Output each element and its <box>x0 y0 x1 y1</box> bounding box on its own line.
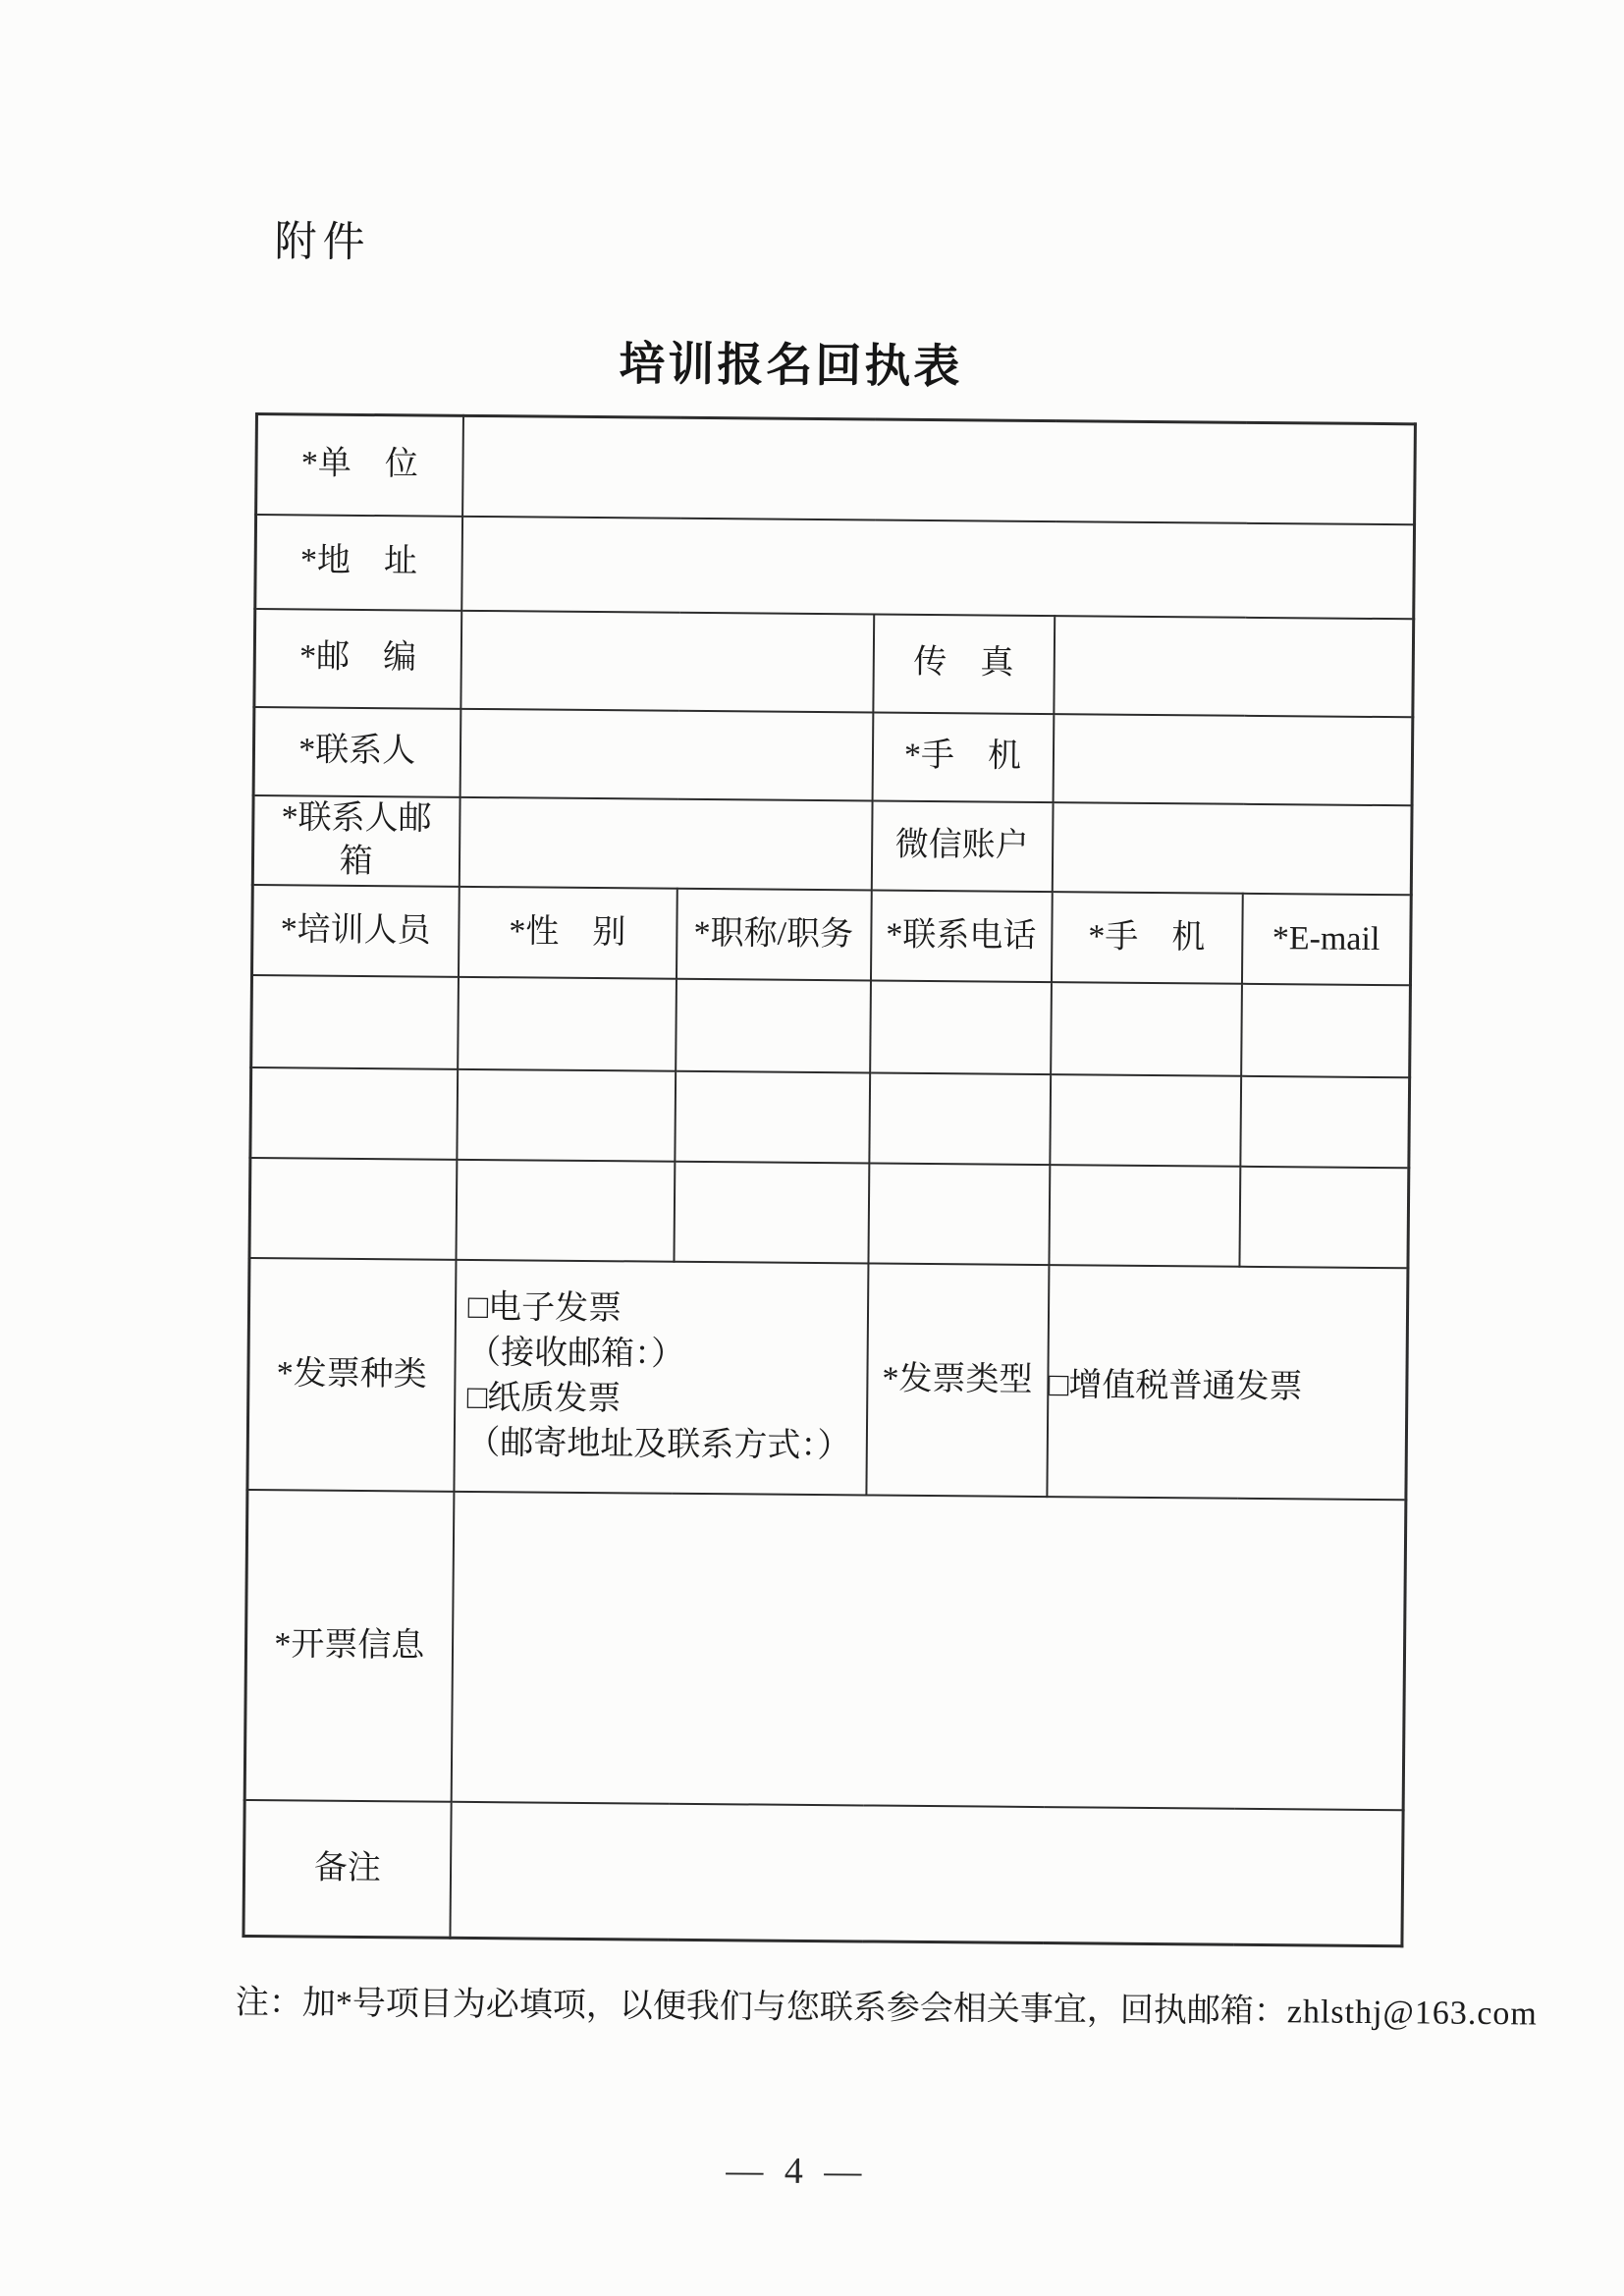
address-label: *地 址 <box>255 515 462 611</box>
mobile-value-cell <box>1053 714 1413 805</box>
checkbox-paper-invoice: □纸质发票 <box>466 1380 622 1418</box>
trainee-cell <box>251 975 459 1069</box>
trainee-cell <box>1240 1076 1410 1168</box>
invoice-kind-label: *发票种类 <box>247 1258 456 1492</box>
attachment-label: 附件 <box>274 219 371 267</box>
remark-value-cell <box>450 1802 1403 1945</box>
checkbox-vat-general-invoice: □增值税普通发票 <box>1047 1265 1408 1500</box>
email-wechat-row <box>252 794 1412 895</box>
trainee-cell <box>675 1071 870 1164</box>
trainee-cell <box>869 1073 1051 1166</box>
title-row <box>0 322 1603 402</box>
trainee-cell <box>1049 1165 1240 1267</box>
invoice-kind-row <box>247 1258 1408 1500</box>
trainee-row-3 <box>249 1158 1409 1268</box>
page-title: 培训报名回执表 <box>619 337 963 393</box>
trainee-header-phone: *联系电话 <box>870 891 1052 983</box>
invoice-type-label: *发票类型 <box>866 1264 1049 1498</box>
trainee-cell <box>1050 1074 1241 1167</box>
wechat-value-cell <box>1052 802 1412 896</box>
footer-note <box>235 1982 1538 2036</box>
contact-email-value-cell <box>459 796 872 890</box>
postcode-fax-row <box>254 609 1414 717</box>
billing-info-label: *开票信息 <box>244 1490 454 1802</box>
trainee-header-mobile: *手 机 <box>1051 892 1242 984</box>
trainee-header-row <box>251 885 1411 985</box>
electronic-invoice-email-hint: （接收邮箱：） <box>466 1335 685 1374</box>
trainee-cell <box>870 981 1052 1075</box>
mobile-label: *手 机 <box>872 712 1054 802</box>
remark-label: 备注 <box>244 1800 451 1938</box>
unit-label: *单 位 <box>256 414 463 517</box>
postcode-value-cell <box>460 610 874 712</box>
fax-value-cell <box>1054 616 1414 717</box>
trainee-cell <box>1241 984 1411 1077</box>
page-number: — 4 — <box>726 2150 868 2193</box>
footer-note-text: 注：加*号项目为必填项，以便我们与您联系参会相关事宜，回执邮箱： <box>235 1984 1287 2031</box>
trainee-cell <box>458 977 677 1071</box>
trainee-row-2 <box>250 1067 1410 1168</box>
registration-form-table <box>242 412 1417 1947</box>
trainee-cell <box>456 1160 675 1262</box>
fax-label: 传 真 <box>873 614 1055 714</box>
reply-email: zhlsthj@163.com <box>1286 1994 1538 2033</box>
billing-info-row <box>244 1490 1406 1810</box>
contact-email-label: *联系人邮 箱 <box>252 794 460 887</box>
address-value-cell <box>461 516 1415 618</box>
trainee-row-1 <box>251 975 1411 1077</box>
paper-invoice-address-hint: （邮寄地址及联系方式：） <box>466 1425 851 1465</box>
trainee-cell <box>250 1067 458 1160</box>
trainee-cell <box>249 1158 457 1260</box>
postcode-label: *邮 编 <box>254 609 461 709</box>
trainee-cell <box>674 1162 869 1264</box>
trainee-cell <box>1051 982 1242 1076</box>
trainee-header-email: *E-mail <box>1241 894 1411 985</box>
trainee-cell <box>676 979 871 1073</box>
contact-mobile-row <box>253 707 1413 805</box>
trainee-cell <box>1239 1167 1409 1268</box>
wechat-label: 微信账户 <box>871 800 1053 892</box>
trainee-cell <box>457 1069 676 1162</box>
billing-info-value-cell <box>451 1492 1406 1810</box>
trainee-header-gender: *性 别 <box>458 887 677 979</box>
trainee-header-name: *培训人员 <box>251 885 459 977</box>
invoice-kind-options-cell <box>454 1260 868 1496</box>
contact-label: *联系人 <box>253 707 460 797</box>
trainee-cell <box>868 1164 1050 1266</box>
trainee-header-title: *职称/职务 <box>676 889 871 981</box>
address-row <box>255 515 1415 619</box>
unit-row <box>256 414 1416 524</box>
checkbox-electronic-invoice: □电子发票 <box>467 1289 623 1328</box>
contact-value-cell <box>460 708 873 800</box>
unit-value-cell <box>462 415 1416 523</box>
remark-row <box>244 1800 1403 1945</box>
